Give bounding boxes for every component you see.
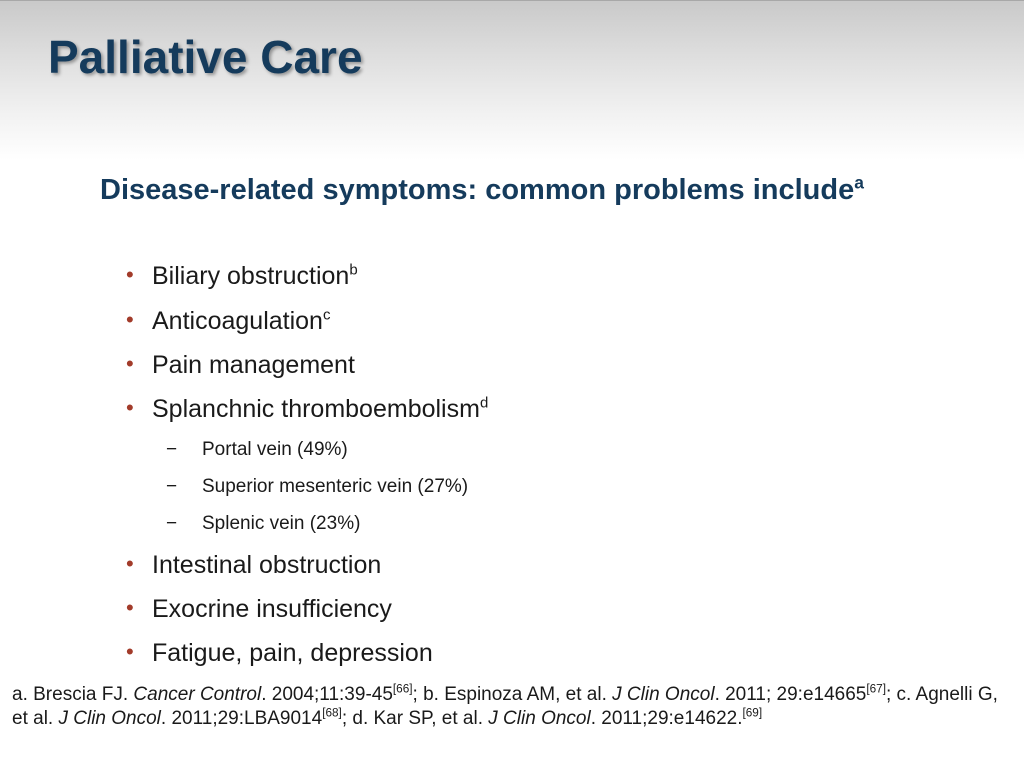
list-item-text: Pain management bbox=[152, 351, 355, 379]
bullet-icon: • bbox=[126, 395, 134, 420]
list-item-text: Splanchnic thromboembolism bbox=[152, 395, 480, 423]
ref-d-citation: . 2011;29:e14622. bbox=[590, 708, 743, 729]
ref-d-number: [69] bbox=[742, 706, 763, 720]
list-item-label bbox=[152, 351, 355, 380]
list-item-text: Fatigue, pain, depression bbox=[152, 639, 433, 667]
ref-a-citation: . 2004;11:39-45 bbox=[261, 684, 393, 705]
sub-list-item-text: Portal vein (49%) bbox=[202, 439, 348, 460]
ref-c-number: [68] bbox=[322, 706, 342, 720]
dash-icon: − bbox=[166, 439, 178, 460]
list-item-label bbox=[152, 395, 488, 424]
bullet-icon: • bbox=[126, 639, 134, 664]
bullet-icon: • bbox=[126, 262, 134, 287]
heading-text: Disease-related symptoms: common problems include bbox=[100, 174, 855, 206]
bullet-icon: • bbox=[126, 595, 134, 620]
list-item-text: Biliary obstruction bbox=[152, 262, 350, 290]
footnote-marker: d bbox=[479, 394, 489, 412]
sub-list-item-text: Splenic vein (23%) bbox=[202, 513, 361, 534]
ref-b-citation: . 2011; 29:e14665 bbox=[714, 684, 867, 705]
ref-b-authors: ; b. Espinoza AM, et al. bbox=[412, 684, 613, 705]
footnote-marker: b bbox=[349, 261, 358, 279]
ref-b-journal: J Clin Oncol bbox=[612, 684, 715, 705]
ref-b-number: [67] bbox=[866, 682, 886, 696]
ref-a-journal: Cancer Control bbox=[133, 684, 262, 705]
ref-a-number: [66] bbox=[392, 682, 413, 696]
heading-superscript: a bbox=[854, 172, 864, 193]
section-heading bbox=[100, 170, 900, 210]
references bbox=[12, 683, 1012, 731]
bullet-icon: • bbox=[126, 351, 134, 376]
sub-list-item-text: Superior mesenteric vein (27%) bbox=[202, 476, 469, 497]
ref-c-citation: . 2011;29:LBA9014 bbox=[160, 708, 323, 729]
ref-d-authors: ; d. Kar SP, et al. bbox=[341, 708, 489, 729]
ref-c-authors: ; c. Agnelli G, et al. bbox=[12, 684, 998, 729]
top-border bbox=[0, 0, 1024, 1]
ref-c-journal: J Clin Oncol bbox=[58, 708, 161, 729]
bullet-icon: • bbox=[126, 307, 134, 332]
dash-icon: − bbox=[166, 513, 178, 534]
slide-title: Palliative Care bbox=[48, 31, 363, 83]
footnote-marker: c bbox=[322, 306, 331, 324]
list-item-text: Intestinal obstruction bbox=[152, 551, 382, 579]
list-item-text: Anticoagulation bbox=[152, 307, 323, 335]
dash-icon: − bbox=[166, 476, 178, 497]
bullet-icon: • bbox=[126, 551, 134, 576]
list-item-label bbox=[152, 262, 358, 291]
ref-a-authors: a. Brescia FJ. bbox=[12, 684, 134, 705]
list-item-label bbox=[152, 307, 330, 336]
ref-d-journal: J Clin Oncol bbox=[488, 708, 591, 729]
list-item-text: Exocrine insufficiency bbox=[152, 595, 392, 623]
